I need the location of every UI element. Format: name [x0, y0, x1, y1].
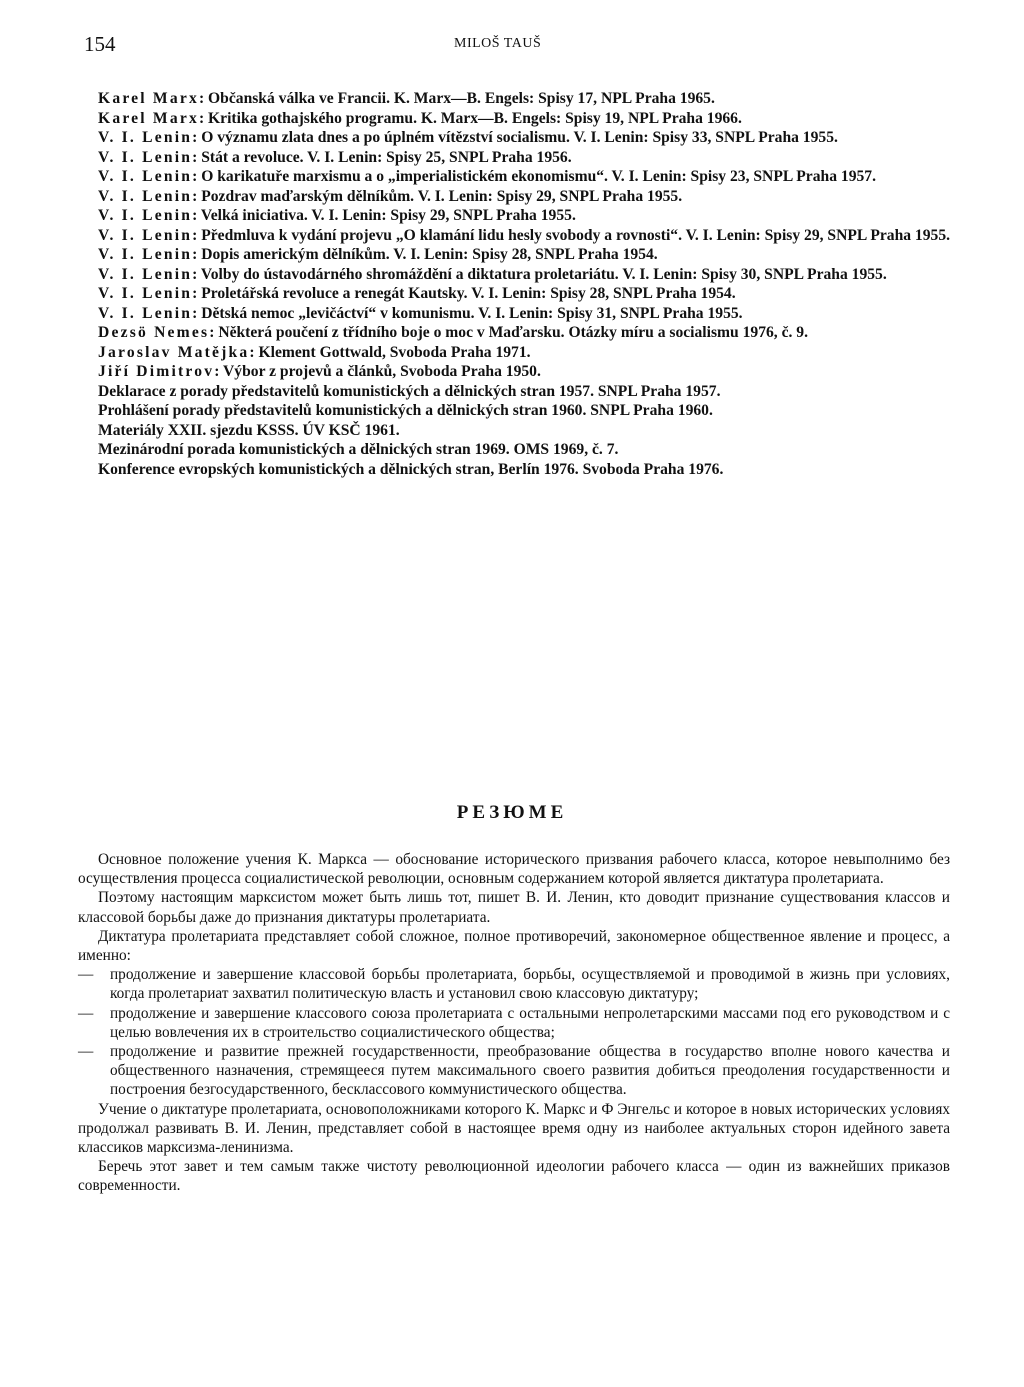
reference-text: Materiály XXII. sjezdu KSSS. ÚV KSČ 1961.: [98, 421, 400, 439]
reference-text: Konference evropských komunistických a dělnických stran, Berlín 1976. Svoboda Praha 1976.: [98, 460, 724, 478]
reference-text: : Stát a revoluce. V. I. Lenin: Spisy 25, SNPL Praha 1956.: [192, 148, 572, 166]
resume-paragraph: Основное положение учения К. Маркса — обоснование исторического призвания рабочего класса, которое невыполнимо без осуществления процесса социалистической революции, основным содержанием которой является диктатура пролетариата.: [78, 851, 950, 888]
reference-entry: [98, 440, 960, 460]
resume-title: РЕЗЮМЕ: [456, 802, 568, 823]
reference-text: Prohlášení porady představitelů komunistických a dělnických stran 1960. SNPL Praha 1960.: [98, 402, 713, 419]
reference-entry: [98, 323, 960, 343]
resume-list-item: [78, 1042, 950, 1100]
reference-text: : O karikatuře marxismu a o „imperialistickém ekonomismu“. V. I. Lenin: Spisy 23, SNPL Praha 1957.: [192, 168, 876, 185]
resume-paragraph: Поэтому настоящим марксистом может быть лишь тот, пишет В. И. Ленин, кто доводит признание существования классов и классовой борьбы даже до признания диктатуры пролетариата.: [78, 889, 950, 926]
reference-author: V. I. Lenin: [98, 265, 193, 283]
reference-list: [98, 89, 960, 479]
reference-text: : Občanská válka ve Francii. K. Marx—B. Engels: Spisy 17, NPL Praha 1965.: [198, 90, 715, 107]
reference-text: : O významu zlata dnes a po úplném vítězství socialismu. V. I. Lenin: Spisy 33, SNPL Praha 1955.: [192, 129, 838, 146]
reference-author: V. I. Lenin: [98, 129, 193, 146]
reference-author: V. I. Lenin: [98, 187, 193, 205]
reference-author: V. I. Lenin: [98, 285, 193, 302]
reference-text: : Proletářská revoluce a renegát Kautsky. V. I. Lenin: Spisy 28, SNPL Praha 1954.: [192, 285, 736, 302]
reference-entry: [98, 362, 960, 382]
reference-text: : Výbor z projevů a článků, Svoboda Praha 1950.: [214, 363, 541, 380]
reference-text: : Dětská nemoc „levičáctví“ v komunismu. V. I. Lenin: Spisy 31, SNPL Praha 1955.: [192, 304, 743, 322]
reference-author: V. I. Lenin: [98, 168, 193, 185]
reference-entry: [98, 226, 960, 246]
reference-entry: [98, 187, 960, 207]
reference-entry: [98, 401, 960, 421]
reference-text: Mezinárodní porada komunistických a dělnických stran 1969. OMS 1969, č. 7.: [98, 441, 619, 458]
resume-paragraph: Учение о диктатуре пролетариата, основоположниками которого К. Маркс и Ф Энгельс и которое в новых исторических условиях продолжал развивать В. И. Ленин, представляет собой в настоящее время одну из наиболее актуальных сторон идейного завета классиков марксизма-ленинизма.: [78, 1100, 950, 1157]
reference-entry: [98, 284, 960, 304]
reference-text: : Předmluva k vydání projevu „O klamání lidu hesly svobody a rovnosti“. V. I. Lenin: Spisy 29, SNPL Praha 1955.: [192, 226, 951, 244]
reference-entry: [98, 343, 960, 363]
reference-text: : Některá poučení z třídního boje o moc v Maďarsku. Otázky míru a socialismu 1976, č. 9.: [209, 324, 808, 341]
reference-author: Jaroslav Matějka: [98, 343, 250, 361]
reference-entry: [98, 148, 960, 168]
resume-list-item: [78, 965, 950, 1003]
page-header: [84, 32, 964, 64]
reference-entry: [98, 128, 960, 148]
reference-entry: [98, 304, 960, 324]
reference-author: Jiří Dimitrov: [98, 363, 215, 380]
resume-paragraph: Диктатура пролетариата представляет собой сложное, полное противоречий, закономерное общественное явление и процесс, а именно:: [78, 927, 950, 965]
reference-author: V. I. Lenin: [98, 148, 193, 166]
resume-list-item: [78, 1004, 950, 1042]
reference-text: : Klement Gottwald, Svoboda Praha 1971.: [249, 343, 531, 361]
resume-paragraph: Беречь этот завет и тем самым также чистоту революционной идеологии рабочего класса — один из важнейших приказов современности.: [78, 1158, 950, 1195]
reference-author: V. I. Lenin: [98, 246, 193, 263]
reference-text: : Volby do ústavodárného shromáždění a diktatura proletariátu. V. I. Lenin: Spisy 30, SNPL Praha 1955.: [192, 265, 887, 283]
reference-entry: [98, 421, 960, 441]
reference-author: Karel Marx: [98, 109, 199, 127]
list-dash: —: [78, 966, 94, 984]
reference-entry: [98, 460, 960, 480]
reference-text: : Dopis americkým dělníkům. V. I. Lenin: Spisy 28, SNPL Praha 1954.: [192, 246, 658, 263]
list-item-text: продолжение и развитие прежней государственности, преобразование общества в государство вполне нового качества и общественного назначения, стремящееся путем максимального своего развития добиться преодоления государственности и построения безгосударственного, бесклассового коммунистического общества.: [110, 1043, 950, 1099]
reference-entry: [98, 265, 960, 285]
reference-author: V. I. Lenin: [98, 207, 193, 224]
list-dash: —: [78, 1043, 94, 1061]
list-item-text: продолжение и завершение классовой борьбы пролетариата, борьбы, осуществляемой и проводимой в жизнь при условиях, когда пролетариат захватил политическую власть и установил свою классовую диктатуру;: [110, 966, 950, 1003]
resume-body: [78, 850, 950, 1196]
page-number: 154: [84, 32, 116, 56]
list-dash: —: [78, 1004, 94, 1022]
reference-entry: [98, 245, 960, 265]
reference-author: Dezsö Nemes: [98, 324, 210, 341]
reference-text: : Velká iniciativa. V. I. Lenin: Spisy 29, SNPL Praha 1955.: [192, 207, 576, 224]
reference-text: : Pozdrav maďarským dělníkům. V. I. Lenin: Spisy 29, SNPL Praha 1955.: [192, 187, 683, 205]
reference-author: Karel Marx: [98, 90, 199, 107]
reference-entry: [98, 109, 960, 129]
reference-entry: [98, 206, 960, 226]
reference-author: V. I. Lenin: [98, 226, 193, 244]
reference-entry: [98, 382, 960, 402]
reference-entry: [98, 89, 960, 109]
list-item-text: продолжение и завершение классового союза пролетариата с остальными непролетарскими массами под его руководством и с целью вовлечения их в строительство социалистического общества;: [110, 1004, 950, 1041]
reference-text: : Kritika gothajského programu. K. Marx—B. Engels: Spisy 19, NPL Praha 1966.: [198, 109, 742, 127]
reference-entry: [98, 167, 960, 187]
running-head: MILOŠ TAUŠ: [454, 36, 542, 51]
reference-author: V. I. Lenin: [98, 304, 193, 322]
reference-text: Deklarace z porady představitelů komunistických a dělnických stran 1957. SNPL Praha 1957.: [98, 382, 721, 400]
